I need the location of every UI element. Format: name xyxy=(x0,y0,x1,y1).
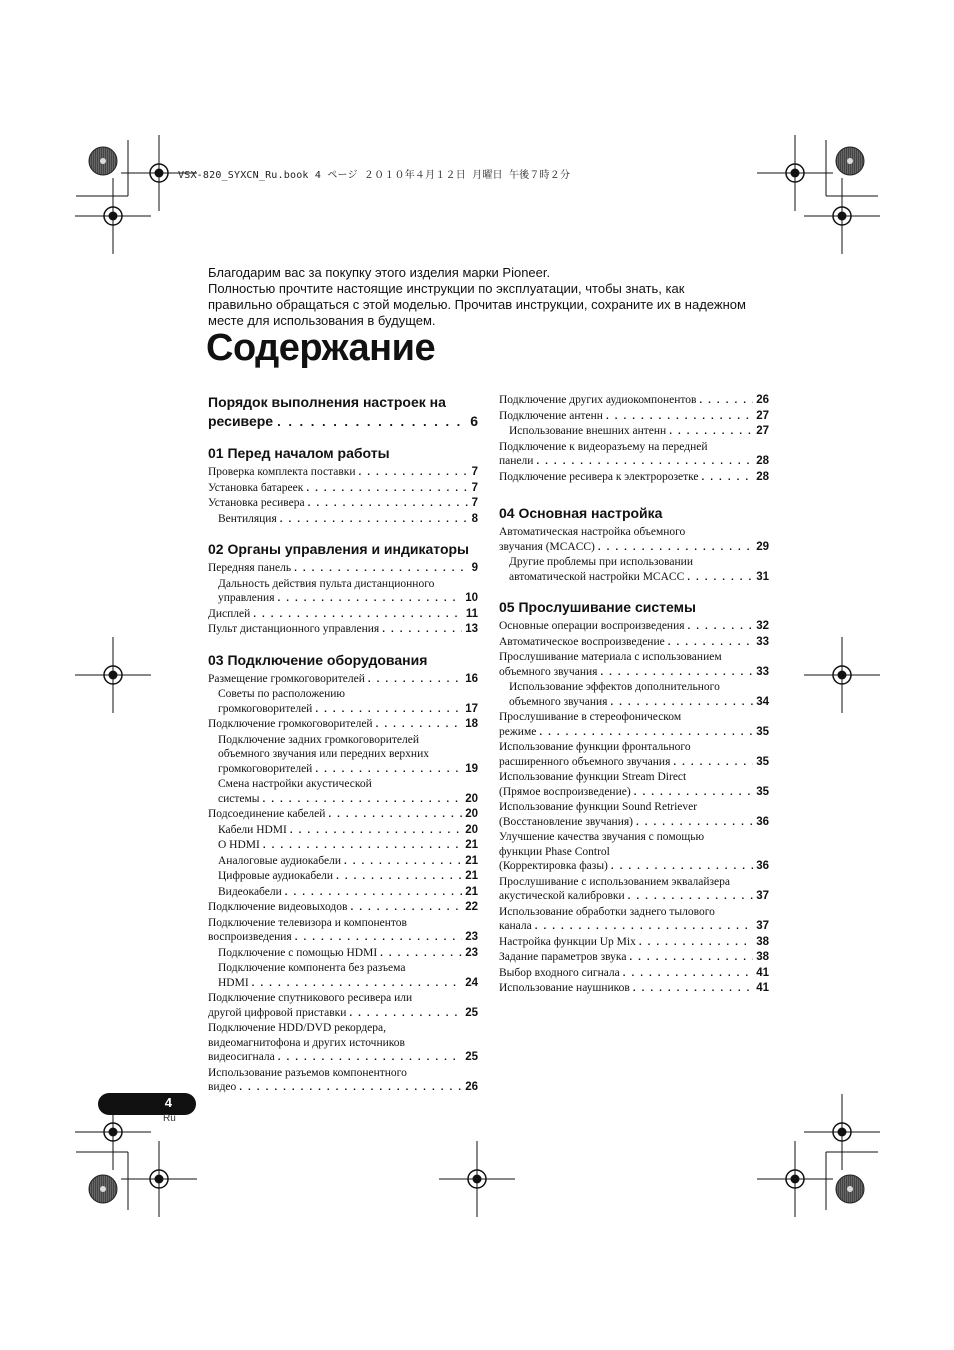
toc-entry-text: режиме xyxy=(499,725,537,738)
toc-entry[interactable] xyxy=(208,496,478,512)
toc-entry-text: (Корректировка фазы) xyxy=(499,860,608,872)
toc-entry-row xyxy=(208,496,478,512)
leader-dots xyxy=(539,726,753,741)
toc-entry[interactable] xyxy=(208,687,478,717)
toc-page-number: 18 xyxy=(465,718,478,730)
toc-entry-row xyxy=(218,946,478,962)
leader-dots xyxy=(600,666,753,681)
toc-entry-row xyxy=(218,762,478,778)
toc-entry[interactable] xyxy=(208,916,478,946)
toc-entry-text: Установка батареек xyxy=(208,481,304,494)
toc-entry[interactable] xyxy=(208,733,478,778)
leader-dots xyxy=(290,824,462,839)
toc-entry-text: видеосигнала xyxy=(208,1051,275,1063)
toc-entry-row xyxy=(499,619,769,635)
leader-dots xyxy=(668,636,753,651)
toc-top-heading-line2: ресивере xyxy=(208,413,274,429)
leader-dots xyxy=(634,786,754,801)
toc-entry-row xyxy=(499,470,769,486)
toc-entry-row xyxy=(218,869,478,885)
leader-dots xyxy=(315,703,462,718)
toc-left-sections xyxy=(208,445,478,1096)
toc-page-number: 38 xyxy=(756,951,769,963)
toc-entry-text: Задание параметров звука xyxy=(499,951,627,963)
toc-entry-text: Подключение задних громкоговорителей xyxy=(218,733,420,746)
leader-dots xyxy=(308,497,469,512)
toc-entry-row xyxy=(499,815,769,831)
leader-dots xyxy=(328,808,462,823)
toc-entry-text: Установка ресивера xyxy=(208,497,305,509)
toc-entry-text: управления xyxy=(218,592,275,604)
toc-entry-row xyxy=(499,889,769,905)
toc-entry-row xyxy=(499,935,769,951)
toc-entry-row xyxy=(218,702,478,718)
toc-entry-text: Использование наушников xyxy=(499,982,630,994)
toc-entry-text: канала xyxy=(499,920,532,932)
toc-right-lead-entries xyxy=(499,393,769,485)
toc-page-number: 26 xyxy=(465,1081,478,1093)
toc-page-number: 20 xyxy=(465,808,478,820)
toc-entry-text: автоматической настройки MCACC xyxy=(509,570,685,583)
toc-entry[interactable] xyxy=(499,740,769,770)
toc-entry-row xyxy=(208,1050,478,1066)
toc-page-number: 8 xyxy=(471,512,478,525)
toc-entry-text: Использование функции фронтального xyxy=(499,741,691,753)
toc-section-heading[interactable]: 04 Основная настройка xyxy=(499,505,663,521)
print-header-line: VSX-820_SYXCN_Ru.book 4 ページ ２０１０年４月１２日 月曜日 午後７時２分 xyxy=(178,170,571,181)
intro-line: Благодарим вас за покупку этого изделия марки Pioneer. xyxy=(208,265,551,280)
toc-entry-row xyxy=(208,561,478,577)
toc-entry-row xyxy=(499,540,769,556)
toc-entry-row xyxy=(499,785,769,801)
leader-dots xyxy=(294,562,469,577)
toc-entry-row xyxy=(509,695,769,711)
toc-page-number: 29 xyxy=(756,540,769,553)
toc-entry-text: Подсоединение кабелей xyxy=(208,808,326,820)
toc-entry-text: Подключение телевизора и компонентов xyxy=(208,916,407,929)
toc-entry[interactable] xyxy=(499,935,769,951)
toc-page-number: 33 xyxy=(756,635,769,648)
toc-entry[interactable] xyxy=(208,622,478,638)
leader-dots xyxy=(239,1081,462,1096)
toc-entry-text: О HDMI xyxy=(218,839,260,851)
toc-page-number: 34 xyxy=(756,695,769,708)
toc-entry-text: Дисплей xyxy=(208,607,251,620)
toc-entry[interactable] xyxy=(499,424,769,440)
toc-entry-row xyxy=(218,792,478,808)
toc-entry[interactable] xyxy=(499,981,769,997)
toc-entry-row xyxy=(499,725,769,741)
toc-entry[interactable] xyxy=(499,680,769,710)
toc-entry-row xyxy=(509,424,769,440)
toc-entry[interactable] xyxy=(499,875,769,905)
toc-entry[interactable] xyxy=(208,481,478,497)
toc-page-number: 25 xyxy=(465,1006,478,1019)
toc-entry-text: объемного звучания xyxy=(499,665,598,678)
toc-page-number: 20 xyxy=(465,823,478,836)
toc-top-heading-row xyxy=(208,412,478,431)
toc-entry-text: Основные операции воспроизведения xyxy=(499,620,685,632)
toc-entry[interactable] xyxy=(208,717,478,733)
toc-page-number: 36 xyxy=(756,815,769,828)
toc-page-number: 6 xyxy=(470,413,478,429)
toc-entry-text: Использование обработки заднего тылового xyxy=(499,905,715,918)
toc-entry[interactable] xyxy=(208,577,478,607)
toc-entry-text: Подключение ресивера к электророзетке xyxy=(499,470,699,483)
toc-entry-row xyxy=(499,950,769,966)
toc-entry[interactable] xyxy=(208,900,478,916)
toc-entry[interactable] xyxy=(499,525,769,555)
toc-entry-text: HDMI xyxy=(218,976,249,989)
toc-entry-text: Аналоговые аудиокабели xyxy=(218,854,341,867)
toc-entry[interactable] xyxy=(208,807,478,823)
toc-entry-text: Подключение компонента без разъема xyxy=(218,962,406,974)
toc-entry[interactable] xyxy=(499,635,769,651)
toc-entry-text: Кабели HDMI xyxy=(218,823,287,836)
toc-entry-text: объемного звучания xyxy=(509,695,608,708)
toc-entry-text: Выбор входного сигнала xyxy=(499,966,620,979)
toc-entry-row xyxy=(499,981,769,997)
toc-page-number: 10 xyxy=(465,592,478,604)
toc-entry-row xyxy=(218,823,478,839)
toc-entry[interactable] xyxy=(208,1066,478,1096)
toc-entry-row xyxy=(208,465,478,481)
toc-section-heading[interactable]: 03 Подключение оборудования xyxy=(208,651,428,668)
leader-dots xyxy=(349,1007,462,1022)
toc-entry[interactable] xyxy=(499,905,769,935)
toc-entry[interactable] xyxy=(208,512,478,528)
toc-entry-row xyxy=(208,622,478,638)
leader-dots xyxy=(687,571,753,586)
toc-entry-text: громкоговорителей xyxy=(218,702,313,715)
leader-dots xyxy=(376,718,463,733)
toc-entry[interactable] xyxy=(499,966,769,982)
toc-page-number: 27 xyxy=(756,409,769,422)
toc-page-number: 33 xyxy=(756,665,769,678)
leader-dots xyxy=(699,394,753,409)
leader-dots xyxy=(359,466,469,481)
toc-entry-text: (Прямое воспроизведение) xyxy=(499,785,631,798)
leader-dots xyxy=(306,482,468,497)
toc-entry-text: Передняя панель xyxy=(208,562,292,574)
toc-entry[interactable] xyxy=(208,465,478,481)
toc-entry-text: громкоговорителей xyxy=(218,762,313,775)
leader-dots xyxy=(598,541,753,556)
toc-entry-text: другой цифровой приставки xyxy=(208,1006,347,1019)
toc-entry[interactable] xyxy=(208,946,478,962)
toc-entry-text: Прослушивание в стереофоническом xyxy=(499,711,682,723)
toc-page-number: 17 xyxy=(465,702,478,715)
toc-entry-text: Подключение других аудиокомпонентов xyxy=(499,394,697,406)
toc-entry[interactable] xyxy=(499,555,769,585)
toc-entry-row xyxy=(208,930,478,946)
toc-entry-text: Проверка комплекта поставки xyxy=(208,466,356,478)
toc-entry-text: звучания (MCACC) xyxy=(499,540,595,553)
toc-entry-text: Вентиляция xyxy=(218,512,277,525)
toc-entry-text: воспроизведения xyxy=(208,931,292,943)
toc-page-number: 27 xyxy=(756,425,769,437)
toc-entry-text: Дальность действия пульта дистанционного xyxy=(218,577,435,590)
toc-page-number: 41 xyxy=(756,982,769,994)
intro-line: правильно обращаться с этой моделью. Прочитав инструкции, сохраните их в надежном xyxy=(208,297,746,312)
toc-entry[interactable] xyxy=(208,777,478,807)
leader-dots xyxy=(253,608,463,623)
toc-page-number: 31 xyxy=(756,570,769,583)
toc-page-number: 21 xyxy=(465,870,478,882)
leader-dots xyxy=(535,920,753,935)
toc-entry-text: Улучшение качества звучания с помощью xyxy=(499,831,705,843)
toc-entry-row xyxy=(218,885,478,901)
toc-entry-text: панели xyxy=(499,455,534,467)
leader-dots xyxy=(263,793,463,808)
toc-entry-row xyxy=(208,481,478,497)
toc-page-number: 23 xyxy=(465,946,478,959)
toc-page-number: 24 xyxy=(465,976,478,989)
toc-entry[interactable] xyxy=(499,830,769,875)
leader-dots xyxy=(669,425,753,440)
toc-entry-text: Использование внешних антенн xyxy=(509,425,667,437)
toc-entry-text: Использование функции Sound Retriever xyxy=(499,801,698,813)
leader-dots xyxy=(639,936,753,951)
toc-entry[interactable] xyxy=(208,885,478,901)
toc-entry-row xyxy=(218,512,478,528)
leader-dots xyxy=(344,855,462,870)
toc-entry-row xyxy=(218,854,478,870)
toc-page-number: 26 xyxy=(756,394,769,406)
toc-entry[interactable] xyxy=(208,672,478,688)
leader-dots xyxy=(350,901,462,916)
toc-page-number: 41 xyxy=(756,966,769,979)
toc-entry-text: Подключение спутникового ресивера или xyxy=(208,992,413,1004)
toc-entry-text: Подключение антенн xyxy=(499,409,603,422)
toc-entry-text: Подключение к видеоразъему на передней xyxy=(499,440,708,453)
toc-entry[interactable] xyxy=(499,650,769,680)
toc-entry-text: Подключение громкоговорителей xyxy=(208,718,373,730)
toc-page-number: 22 xyxy=(465,901,478,913)
toc-right-column xyxy=(499,393,769,997)
leader-dots xyxy=(278,1051,462,1066)
leader-dots xyxy=(277,592,462,607)
intro-line: месте для использования в будущем. xyxy=(208,313,436,328)
page-number-tab xyxy=(98,1093,196,1115)
intro-line: Полностью прочтите настоящие инструкции по эксплуатации, чтобы знать, как xyxy=(208,281,685,296)
toc-entry[interactable] xyxy=(499,619,769,635)
toc-section-heading[interactable]: 05 Прослушивание системы xyxy=(499,599,696,615)
leader-dots xyxy=(280,513,469,528)
leader-dots xyxy=(673,756,753,771)
toc-entry[interactable] xyxy=(499,409,769,425)
toc-entry-row xyxy=(218,838,478,854)
leader-dots xyxy=(688,620,754,635)
toc-entry-row xyxy=(499,454,769,470)
toc-entry-text: Подключение видеовыходов xyxy=(208,901,348,913)
intro-text xyxy=(208,265,788,329)
toc-entry[interactable] xyxy=(208,607,478,623)
toc-page-number: 37 xyxy=(756,920,769,932)
toc-entry-text: расширенного объемного звучания xyxy=(499,755,671,768)
toc-page-number: 20 xyxy=(465,792,478,805)
page-language: Ru xyxy=(163,1113,176,1124)
toc-page-number: 16 xyxy=(465,672,478,685)
leader-dots xyxy=(636,816,753,831)
toc-entry[interactable] xyxy=(208,869,478,885)
leader-dots xyxy=(536,455,753,470)
toc-top-heading[interactable] xyxy=(208,393,478,431)
toc-entry-text: системы xyxy=(218,792,260,805)
toc-entry-text: видеомагнитофона и других источников xyxy=(208,1036,405,1049)
toc-entry-row xyxy=(509,570,769,586)
toc-page-number: 35 xyxy=(756,755,769,768)
toc-entry-row xyxy=(499,966,769,982)
toc-entry-text: Цифровые аудиокабели xyxy=(218,870,334,882)
toc-page-number: 37 xyxy=(756,890,769,902)
toc-page-number: 35 xyxy=(756,725,769,738)
toc-entry[interactable] xyxy=(208,854,478,870)
toc-entry-row xyxy=(208,1006,478,1022)
toc-entry[interactable] xyxy=(499,470,769,486)
toc-page-number: 36 xyxy=(756,860,769,872)
toc-section-heading[interactable]: 01 Перед началом работы xyxy=(208,445,390,461)
toc-entry-row xyxy=(499,919,769,935)
toc-entry-text: объемного звучания или передних верхних xyxy=(218,748,429,760)
leader-dots xyxy=(611,860,753,875)
toc-page-number: 19 xyxy=(465,762,478,775)
toc-entry-row xyxy=(499,409,769,425)
toc-entry[interactable] xyxy=(208,838,478,854)
toc-entry-text: Использование функции Stream Direct xyxy=(499,771,687,783)
toc-entry-row xyxy=(218,976,478,992)
toc-entry-text: Размещение громкоговорителей xyxy=(208,672,365,685)
page-title: Содержание xyxy=(206,327,436,369)
toc-entry-text: акустической калибровки xyxy=(499,890,625,902)
page-number: 4 xyxy=(164,1095,172,1110)
toc-entry[interactable] xyxy=(208,561,478,577)
toc-entry-text: Прослушивание материала с использованием xyxy=(499,651,722,663)
toc-page-number: 23 xyxy=(465,931,478,943)
toc-left-column xyxy=(208,393,478,1096)
leader-dots xyxy=(285,886,462,901)
toc-entry[interactable] xyxy=(499,440,769,470)
toc-entry-text: видео xyxy=(208,1081,237,1093)
toc-entry[interactable] xyxy=(499,770,769,800)
toc-entry-row xyxy=(218,591,478,607)
toc-entry-row xyxy=(208,717,478,733)
toc-page-number: 21 xyxy=(465,885,478,898)
toc-page-number: 7 xyxy=(471,497,478,509)
leader-dots xyxy=(623,967,753,982)
toc-entry-text: Другие проблемы при использовании xyxy=(509,556,693,568)
toc-entry-row xyxy=(208,1080,478,1096)
toc-entry-text: Использование эффектов дополнительного xyxy=(509,681,720,693)
toc-page-number: 11 xyxy=(465,607,478,620)
toc-entry-row xyxy=(208,807,478,823)
leader-dots xyxy=(633,982,753,997)
leader-dots xyxy=(277,412,466,431)
toc-entry[interactable] xyxy=(208,991,478,1021)
toc-entry-text: (Восстановление звучания) xyxy=(499,815,633,828)
leader-dots xyxy=(629,951,753,966)
toc-page-number: 35 xyxy=(756,785,769,798)
leader-dots xyxy=(368,673,462,688)
toc-page-number: 32 xyxy=(756,620,769,632)
toc-page-number: 38 xyxy=(756,935,769,948)
leader-dots xyxy=(702,471,754,486)
toc-entry[interactable] xyxy=(208,961,478,991)
toc-page-number: 21 xyxy=(465,839,478,851)
toc-entry-text: Советы по расположению xyxy=(218,688,346,700)
toc-entry-row xyxy=(499,635,769,651)
toc-page-number: 28 xyxy=(756,470,769,483)
toc-entry-text: Смена настройки акустической xyxy=(218,778,372,790)
toc-entry-text: Использование разъемов компонентного xyxy=(208,1066,407,1079)
toc-entry[interactable] xyxy=(499,393,769,409)
toc-entry-row xyxy=(208,900,478,916)
toc-entry[interactable] xyxy=(208,1021,478,1066)
leader-dots xyxy=(336,870,462,885)
toc-top-heading-line1: Порядок выполнения настроек на xyxy=(208,394,446,410)
toc-page-number: 7 xyxy=(471,466,478,478)
toc-section-heading[interactable]: 02 Органы управления и индикаторы xyxy=(208,541,470,557)
toc-entry-row xyxy=(208,607,478,623)
leader-dots xyxy=(610,696,753,711)
toc-entry-row xyxy=(499,755,769,771)
toc-entry-row xyxy=(499,393,769,409)
toc-right-sections xyxy=(499,505,769,997)
toc-page-number: 25 xyxy=(465,1051,478,1063)
toc-page-number: 28 xyxy=(756,455,769,467)
leader-dots xyxy=(295,931,462,946)
toc-page-number: 13 xyxy=(465,623,478,635)
toc-entry-text: функции Phase Control xyxy=(499,845,610,858)
toc-entry-row xyxy=(208,672,478,688)
toc-entry[interactable] xyxy=(208,823,478,839)
toc-page-number: 21 xyxy=(465,854,478,867)
toc-entry-text: Настройка функции Up Mix xyxy=(499,935,636,948)
toc-entry[interactable] xyxy=(499,950,769,966)
toc-entry-text: Автоматическое воспроизведение xyxy=(499,635,665,648)
leader-dots xyxy=(606,410,753,425)
toc-entry-text: Прослушивание с использованием эквалайзера xyxy=(499,875,731,888)
toc-entry-row xyxy=(499,665,769,681)
toc-page-number: 9 xyxy=(471,562,478,574)
leader-dots xyxy=(263,839,462,854)
toc-entry-text: Пульт дистанционного управления xyxy=(208,623,380,635)
toc-entry-row xyxy=(499,859,769,875)
toc-entry-text: Подключение HDD/DVD рекордера, xyxy=(208,1022,387,1034)
leader-dots xyxy=(315,763,462,778)
leader-dots xyxy=(628,890,754,905)
leader-dots xyxy=(252,977,463,992)
toc-entry-text: Видеокабели xyxy=(218,885,282,898)
leader-dots xyxy=(380,947,462,962)
toc-page-number: 7 xyxy=(471,481,478,494)
toc-entry-text: Подключение с помощью HDMI xyxy=(218,946,378,959)
toc-entry-text: Автоматическая настройка объемного xyxy=(499,526,686,538)
toc-entry[interactable] xyxy=(499,800,769,830)
toc-entry[interactable] xyxy=(499,710,769,740)
leader-dots xyxy=(382,623,462,638)
